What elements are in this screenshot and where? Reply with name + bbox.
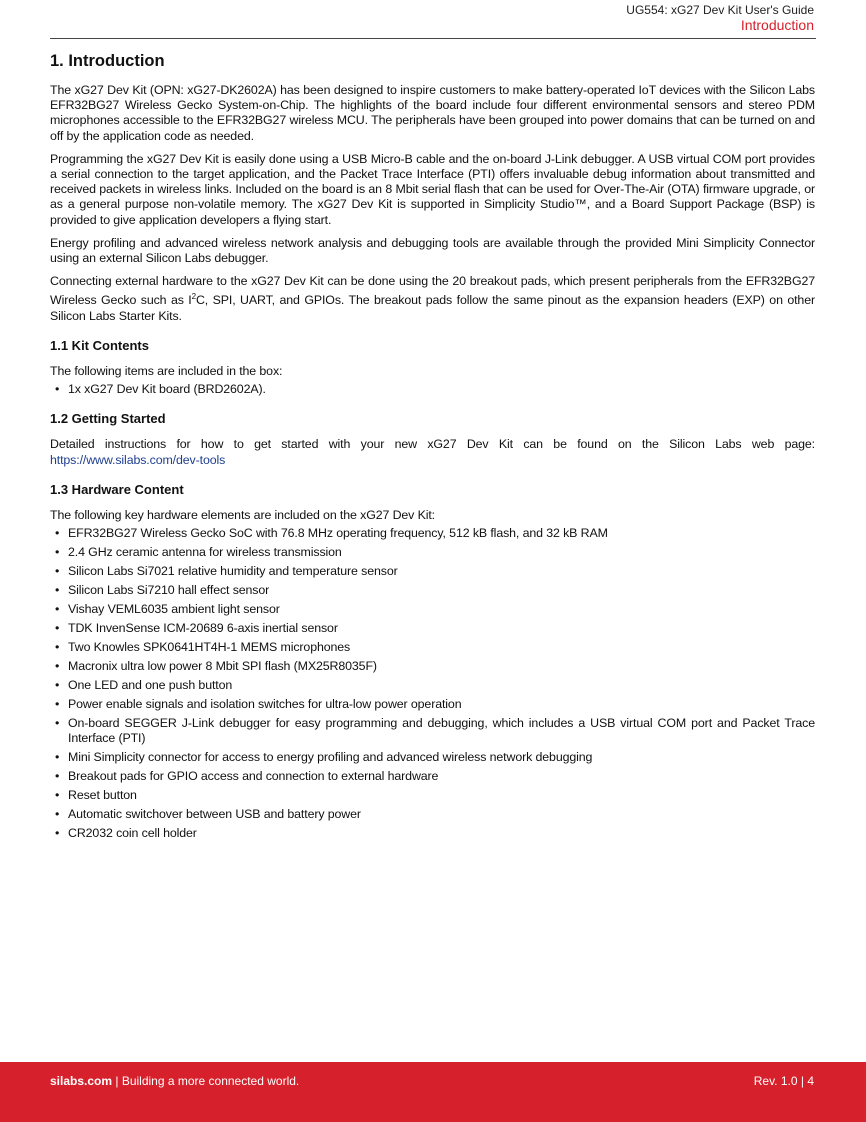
bullet-icon: • xyxy=(55,658,60,673)
list-item-text: On-board SEGGER J-Link debugger for easy programming and debugging, which includes a USB virtual COM port and Packet Trace Interface (PTI) xyxy=(68,715,815,746)
intro-paragraph-4 xyxy=(50,274,815,324)
list-item xyxy=(50,382,815,397)
bullet-icon: • xyxy=(55,807,60,822)
list-item-text: One LED and one push button xyxy=(68,677,233,692)
list-item xyxy=(50,788,815,803)
intro-paragraph-1: The xG27 Dev Kit (OPN: xG27-DK2602A) has been designed to inspire customers to make battery-operated IoT devices with the Silicon Labs EFR32BG27 Wireless Gecko System-on-Chip. The highlights of the board include four different environmental sensors and stereo PDM microphones accessible to the EFR32BG27 wireless MCU. The peripherals have been grouped into power domains that can be turned on and off by the application code as needed. xyxy=(50,83,815,143)
list-item xyxy=(50,716,815,746)
list-item-text: Breakout pads for GPIO access and connection to external hardware xyxy=(68,769,439,784)
section-name: Introduction xyxy=(740,17,814,33)
bullet-icon: • xyxy=(55,544,60,559)
list-item xyxy=(50,697,815,712)
bullet-icon: • xyxy=(55,715,60,730)
list-item-text: Silicon Labs Si7021 relative humidity and temperature sensor xyxy=(68,563,398,578)
list-item-text: Vishay VEML6035 ambient light sensor xyxy=(68,601,280,616)
getting-started-heading: 1.2 Getting Started xyxy=(50,411,166,427)
header-divider xyxy=(50,38,816,39)
kit-contents-list xyxy=(50,382,815,397)
footer-site-link[interactable]: silabs.com xyxy=(50,1074,113,1088)
bullet-icon: • xyxy=(55,826,60,841)
kit-contents-heading: 1.1 Kit Contents xyxy=(50,337,149,353)
getting-started-paragraph xyxy=(50,437,815,467)
hardware-content-heading: 1.3 Hardware Content xyxy=(50,481,184,497)
hardware-content-lead: The following key hardware elements are included on the xG27 Dev Kit: xyxy=(50,507,435,522)
bullet-icon: • xyxy=(55,620,60,635)
footer-revision: Rev. 1.0 | 4 xyxy=(753,1074,814,1088)
list-item xyxy=(50,621,815,636)
intro-paragraph-3: Energy profiling and advanced wireless network analysis and debugging tools are available through the provided Mini Simplicity Connector using an external Silicon Labs debugger. xyxy=(50,235,815,266)
footer-tagline: | Building a more connected world. xyxy=(112,1074,300,1088)
list-item-text: Power enable signals and isolation switches for ultra-low power operation xyxy=(68,696,462,711)
list-item xyxy=(50,769,815,784)
bullet-icon: • xyxy=(55,382,60,397)
page-content xyxy=(50,51,815,847)
bullet-icon: • xyxy=(55,769,60,784)
list-item xyxy=(50,826,815,841)
intro-p4-before: Connecting external hardware to the xG27 Dev Kit can be done using the 20 breakout pads, which present peripherals from the EFR32BG27 Wireless Gecko such as I xyxy=(50,274,815,308)
getting-started-text: Detailed instructions for how to get started with your new xG27 Dev Kit can be found on the Silicon Labs web page: xyxy=(50,437,815,452)
list-item xyxy=(50,564,815,579)
footer-bar xyxy=(0,1062,866,1122)
list-item-text: Two Knowles SPK0641HT4H-1 MEMS microphones xyxy=(68,639,351,654)
document-title: UG554: xG27 Dev Kit User's Guide xyxy=(626,3,814,17)
bullet-icon: • xyxy=(55,696,60,711)
list-item xyxy=(50,583,815,598)
bullet-icon: • xyxy=(55,582,60,597)
list-item-text: 2.4 GHz ceramic antenna for wireless transmission xyxy=(68,544,342,559)
footer-left xyxy=(50,1074,299,1088)
list-item-text: Reset button xyxy=(68,788,137,803)
bullet-icon: • xyxy=(55,788,60,803)
list-item xyxy=(50,678,815,693)
bullet-icon: • xyxy=(55,639,60,654)
bullet-icon: • xyxy=(55,750,60,765)
bullet-icon: • xyxy=(55,601,60,616)
list-item xyxy=(50,807,815,822)
list-item-text: Silicon Labs Si7210 hall effect sensor xyxy=(68,582,270,597)
list-item-text: Automatic switchover between USB and battery power xyxy=(68,807,361,822)
list-item-text: 1x xG27 Dev Kit board (BRD2602A). xyxy=(68,382,266,397)
list-item xyxy=(50,545,815,560)
list-item xyxy=(50,602,815,617)
list-item-text: TDK InvenSense ICM-20689 6-axis inertial sensor xyxy=(68,620,338,635)
list-item-text: EFR32BG27 Wireless Gecko SoC with 76.8 MHz operating frequency, 512 kB flash, and 32 kB RAM xyxy=(68,525,608,540)
superscript-two: 2 xyxy=(191,292,196,302)
dev-tools-link[interactable]: https://www.silabs.com/dev-tools xyxy=(50,452,226,467)
list-item-text: Macronix ultra low power 8 Mbit SPI flash (MX25R8035F) xyxy=(68,658,377,673)
list-item-text: Mini Simplicity connector for access to energy profiling and advanced wireless network debugging xyxy=(68,750,593,765)
bullet-icon: • xyxy=(55,677,60,692)
list-item xyxy=(50,659,815,674)
kit-contents-lead: The following items are included in the box: xyxy=(50,363,283,378)
list-item xyxy=(50,640,815,655)
intro-p4-after: C, SPI, UART, and GPIOs. The breakout pads follow the same pinout as the expansion headers (EXP) on other Silicon Labs Starter Kits. xyxy=(50,293,815,323)
intro-paragraph-2: Programming the xG27 Dev Kit is easily done using a USB Micro-B cable and the on-board J-Link debugger. A USB virtual COM port provides a serial connection to the target application, and the Packet Trace Interface (PTI) offers invaluable debug information about transmitted and received packets in wireless links. Included on the board is an 8 Mbit serial flash that can be used for Over-The-Air (OTA) firmware upgrade, or as a general purpose non-volatile memory. The xG27 Dev Kit is supported in Simplicity Studio™, and a Board Support Package (BSP) is provided to give application developers a flying start. xyxy=(50,151,815,227)
hardware-list xyxy=(50,526,815,841)
page-title: 1. Introduction xyxy=(50,52,165,70)
bullet-icon: • xyxy=(55,525,60,540)
list-item-text: CR2032 coin cell holder xyxy=(68,826,197,841)
list-item xyxy=(50,750,815,765)
bullet-icon: • xyxy=(55,563,60,578)
list-item xyxy=(50,526,815,541)
